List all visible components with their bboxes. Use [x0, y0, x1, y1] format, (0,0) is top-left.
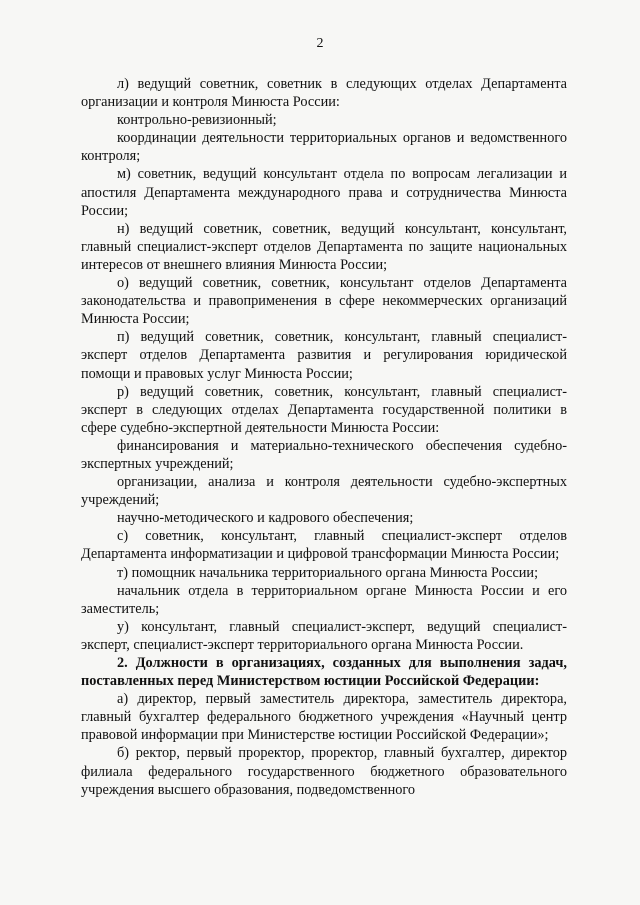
section-heading-2: 2. Должности в организациях, созданных для выполнения задач, поставленных перед Министерством юстиции Российской Федерации:	[81, 655, 567, 690]
paragraph-t: т) помощник начальника территориального органа Минюста России;	[117, 564, 539, 581]
paragraph-n: н) ведущий советник, советник, ведущий консультант, консультант, главный специалист-эксперт отделов Департамента по защите национальных интересов от внешнего влияния Минюста России;	[81, 220, 567, 273]
paragraph-r: р) ведущий советник, советник, консультант, главный специалист-эксперт в следующих отделах Департамента государственной политики в сфере судебно-экспертной деятельности Минюста России:	[81, 383, 567, 436]
page-number: 2	[316, 36, 324, 51]
document-body	[81, 75, 567, 799]
paragraph-coordination: координации деятельности территориальных органов и ведомственного контроля;	[81, 130, 567, 165]
paragraph-m: м) советник, ведущий консультант отдела по вопросам легализации и апостиля Департамента международного права и сотрудничества Минюста России;	[81, 166, 567, 219]
paragraph-o: о) ведущий советник, советник, консультант отделов Департамента законодательства и правоприменения в сфере некоммерческих организаций Минюста России;	[81, 275, 567, 328]
paragraph-s: с) советник, консультант, главный специалист-эксперт отделов Департамента информатизации и цифровой трансформации Минюста России;	[81, 528, 567, 563]
paragraph-l: л) ведущий советник, советник в следующих отделах Департамента организации и контроля Минюста России:	[81, 76, 567, 111]
paragraph-b: б) ректор, первый проректор, проректор, главный бухгалтер, директор филиала федерального государственного бюджетного образовательного учреждения высшего образования, подведомственного	[81, 745, 567, 798]
paragraph-financing: финансирования и материально-технического обеспечения судебно-экспертных учреждений;	[81, 437, 567, 472]
paragraph-p: п) ведущий советник, советник, консультант, главный специалист-эксперт отделов Департамента развития и регулирования юридической помощи и правовых услуг Минюста России;	[81, 329, 567, 382]
paragraph-a: а) директор, первый заместитель директора, заместитель директора, главный бухгалтер федерального бюджетного учреждения «Научный центр правовой информации при Министерстве юстиции Российской Федерации»;	[81, 691, 567, 744]
paragraph-methodical: научно-методического и кадрового обеспечения;	[117, 510, 414, 527]
paragraph-department-head: начальник отдела в территориальном органе Минюста России и его заместитель;	[81, 582, 567, 617]
paragraph-control-audit: контрольно-ревизионный;	[117, 112, 277, 129]
paragraph-u: у) консультант, главный специалист-эксперт, ведущий специалист-эксперт, специалист-эксперт территориального органа Минюста России.	[81, 618, 567, 653]
paragraph-organization: организации, анализа и контроля деятельности судебно-экспертных учреждений;	[81, 474, 567, 509]
